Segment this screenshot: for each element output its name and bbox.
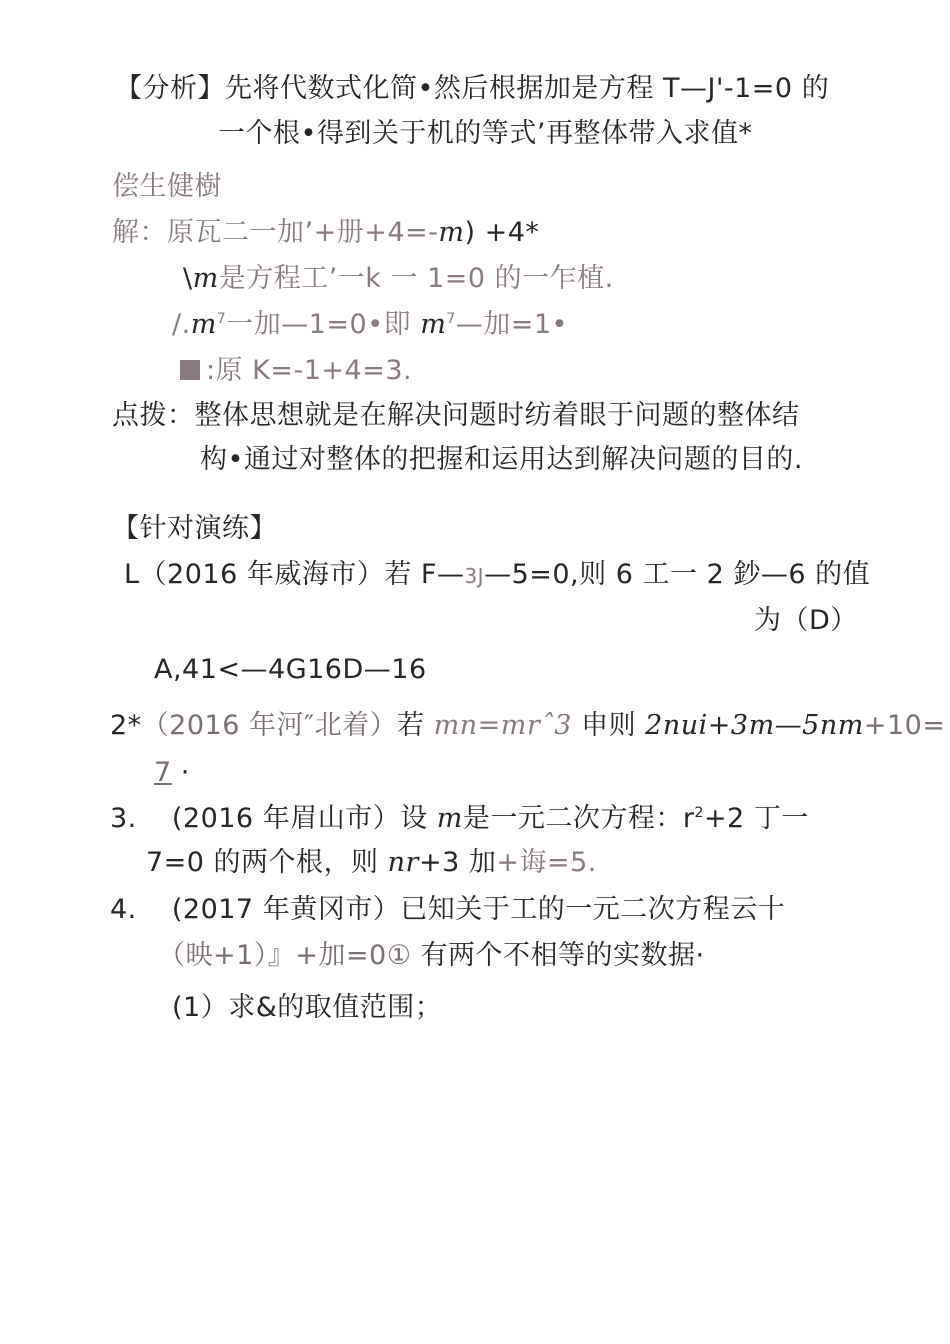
q3-text-f: +诲=5. <box>496 847 597 878</box>
solution-step-3-mid: 一加—1=0•即 <box>226 309 412 340</box>
solution-step-4-text: :原 K=-1+4=3. <box>206 355 413 386</box>
question-2-line-2 <box>154 759 190 786</box>
solution-step-3-prefix: ∕. <box>172 309 191 340</box>
q2-text-b: 申则 <box>581 710 637 741</box>
q4-text-c: 有两个不相等的实数据· <box>420 940 705 971</box>
solution-step-1-text: 原瓦二一加’+册+4=- <box>167 217 439 248</box>
question-4-line-2 <box>158 942 705 969</box>
question-2-line-1 <box>110 712 945 739</box>
analysis-line-1: 【分析】先将代数式化简•然后根据加是方程 T—J'-1=0 的 <box>115 73 830 104</box>
tip-line-1 <box>112 402 800 429</box>
question-3-line-2 <box>146 849 597 876</box>
analysis-line-2: 一个根•得到关于机的等式’再整体带入求值* <box>218 118 753 149</box>
exponent: 7 <box>216 311 227 327</box>
q3-text-b: 是一元二次方程：r <box>462 803 695 834</box>
tip-label: 点拨： <box>112 400 195 431</box>
q3-text-a: (2016 年眉山市）设 <box>171 803 428 834</box>
q2-number: 2* <box>110 710 142 741</box>
solution-step-4 <box>180 357 412 384</box>
question-3-line-1 <box>110 805 809 832</box>
tip-line-2: 构•通过对整体的把握和运用达到解决问题的目的. <box>200 444 804 475</box>
q2-answer: 7 <box>154 757 172 788</box>
question-1-line-2: 为（D） <box>754 605 858 636</box>
q1-text-b: 3J <box>464 564 485 588</box>
q2-dot: · <box>180 757 190 788</box>
tip-text-1: 整体思想就是在解决问题时纺着眼于问题的整体结 <box>194 400 800 431</box>
solution-step-3-tail: —加=1• <box>455 309 568 340</box>
question-1-line-1 <box>124 561 870 588</box>
q2-expr-1b: ˆ3 <box>540 710 572 741</box>
solution-step-2 <box>183 265 614 292</box>
solution-step-2-text: 是方程工’一k 一 1=0 的一乍植. <box>218 263 614 294</box>
solution-label: 解： <box>112 217 167 248</box>
practice-title: 【针对演练】 <box>112 513 277 544</box>
variable-nr: nr <box>387 847 419 878</box>
question-4-line-1 <box>110 896 785 923</box>
q4-number: 4. <box>110 894 137 925</box>
solution-step-1 <box>112 219 539 246</box>
q4-text-b: （映+1）』+加=0① <box>158 940 421 971</box>
q3-text-d: 7=0 的两个根，则 <box>146 847 379 878</box>
question-4-sub-1: (1）求&的取值范围； <box>172 992 443 1023</box>
q3-text-c: +2 丁一 <box>703 803 809 834</box>
question-1-options: A,41<—4G16D—16 <box>154 654 427 685</box>
q4-text-a: (2017 年黄冈市）已知关于工的一元二次方程云十 <box>171 894 786 925</box>
exponent: 7 <box>446 311 456 327</box>
q2-expr-2: 2nui+3m—5nm <box>645 710 864 741</box>
variable-m: m <box>438 217 465 248</box>
square-bullet-icon <box>180 360 200 380</box>
variable-m: m <box>190 309 217 340</box>
q2-text-c: +10= <box>863 710 946 741</box>
variable-m: m <box>192 263 219 294</box>
q2-text-a: 若 <box>397 710 425 741</box>
solution-step-3 <box>172 311 568 338</box>
q2-source: （2016 年河″北着） <box>141 710 398 741</box>
q3-text-e: +3 加 <box>418 847 497 878</box>
exponent: 2 <box>694 805 704 821</box>
solution-step-2-prefix: \ <box>183 263 193 294</box>
solution-step-1-tail: ) +4* <box>464 217 540 248</box>
q3-number: 3. <box>110 803 137 834</box>
q1-text-c: —5=0,则 6 工一 2 鈔—6 的值 <box>484 559 871 590</box>
q1-text-a: L（2016 年威海市）若 F— <box>124 559 465 590</box>
variable-m: m <box>420 309 447 340</box>
variable-m: m <box>436 803 463 834</box>
q2-expr-1: mn=mr <box>433 710 541 741</box>
solution-header: 偿生健樹 <box>112 171 222 202</box>
